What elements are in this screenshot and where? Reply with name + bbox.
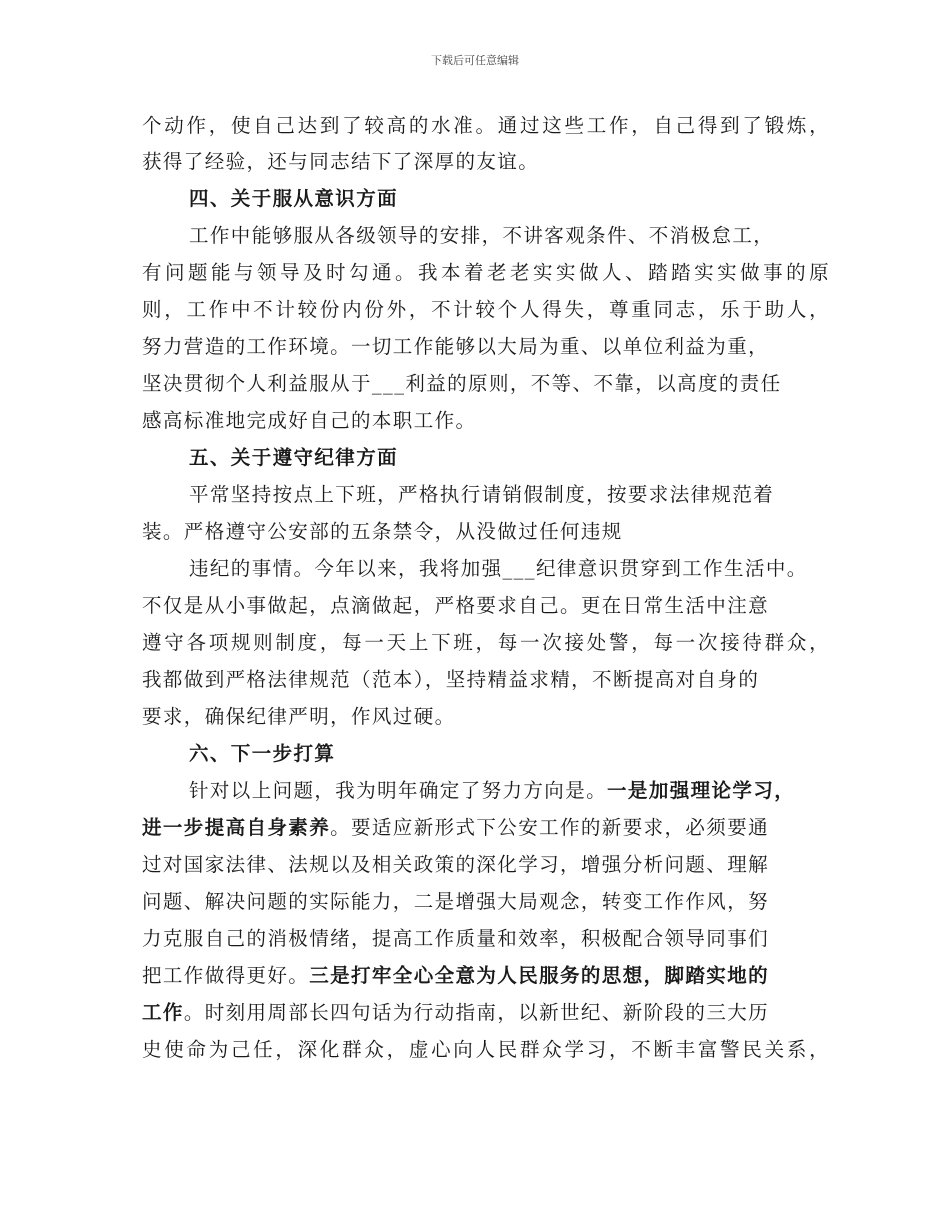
- section-heading: 六、下一步打算: [189, 742, 336, 765]
- paragraph-line: 我都做到严格法律规范（范本），坚持精益求精，不断提高对自身的: [142, 668, 760, 691]
- bold-text: 三是打牢全心全意为人民服务的思想，脚踏实地的: [309, 964, 770, 987]
- paragraph-line: 装。严格遵守公安部的五条禁令，从没做过任何违规: [142, 520, 623, 543]
- section-heading: 五、关于遵守纪律方面: [189, 446, 399, 469]
- paragraph-line: 不仅是从小事做起，点滴做起，严格要求自己。更在日常生活中注意: [142, 594, 770, 617]
- plain-text: 针对以上问题，我为明年确定了努力方向是。: [189, 779, 608, 802]
- paragraph-line: [142, 996, 769, 1030]
- paragraph-line: 坚决贯彻个人利益服从于___利益的原则，不等、不靠，以高度的责任: [142, 372, 782, 395]
- paragraph-line: 遵守各项规则制度，每一天上下班，每一次接处警，每一次接待群众，: [142, 631, 830, 654]
- plain-text: 。时刻用周部长四句话为行动指南，以新世纪、新阶段的三大历: [183, 1001, 770, 1024]
- paragraph-line: 问题、解决问题的实际能力，二是增强大局观念，转变工作作风，努: [142, 890, 770, 913]
- bold-text: 工作: [142, 1001, 184, 1024]
- paragraph-line: 工作中能够服从各级领导的安排，不讲客观条件、不消极怠工，: [189, 224, 775, 247]
- paragraph-line: 平常坚持按点上下班，严格执行请销假制度，按要求法律规范着: [189, 483, 775, 506]
- paragraph-line: 有问题能与领导及时勾通。我本着老老实实做人、踏踏实实做事的原: [142, 261, 830, 284]
- plain-text: 。要适应新形式下公安工作的新要求，必须要通: [330, 816, 770, 839]
- section-heading: 四、关于服从意识方面: [189, 187, 399, 210]
- paragraph-line: [142, 811, 769, 845]
- plain-text: 把工作做得更好。: [142, 964, 310, 987]
- paragraph-line: [142, 959, 769, 993]
- page-header: 下载后可任意编辑: [431, 54, 519, 67]
- paragraph-line: 获得了经验，还与同志结下了深厚的友谊。: [142, 150, 540, 173]
- bold-text: 进一步提高自身素养: [142, 816, 331, 839]
- paragraph-line: 努力营造的工作环境。一切工作能够以大局为重、以单位利益为重，: [142, 335, 770, 358]
- paragraph-line: 违纪的事情。今年以来，我将加强___纪律意识贯穿到工作生活中。: [189, 557, 808, 580]
- paragraph-line: [189, 774, 795, 808]
- paragraph-line: 史使命为己任，深化群众，虚心向人民群众学习，不断丰富警民关系，: [142, 1038, 830, 1061]
- bold-text: 一是加强理论学习，: [607, 779, 796, 802]
- paragraph-line: 过对国家法律、法规以及相关政策的深化学习，增强分析问题、理解: [142, 853, 770, 876]
- paragraph-line: 要求，确保纪律严明，作风过硬。: [142, 705, 456, 728]
- paragraph-line: 力克服自己的消极情绪，提高工作质量和效率，积极配合领导同事们: [142, 927, 770, 950]
- paragraph-line: 感高标准地完成好自己的本职工作。: [142, 409, 477, 432]
- paragraph-line: 则，工作中不计较份内份外，不计较个人得失，尊重同志，乐于助人，: [142, 298, 830, 321]
- paragraph-line: 个动作，使自己达到了较高的水准。通过这些工作，自己得到了锻炼，: [142, 114, 830, 137]
